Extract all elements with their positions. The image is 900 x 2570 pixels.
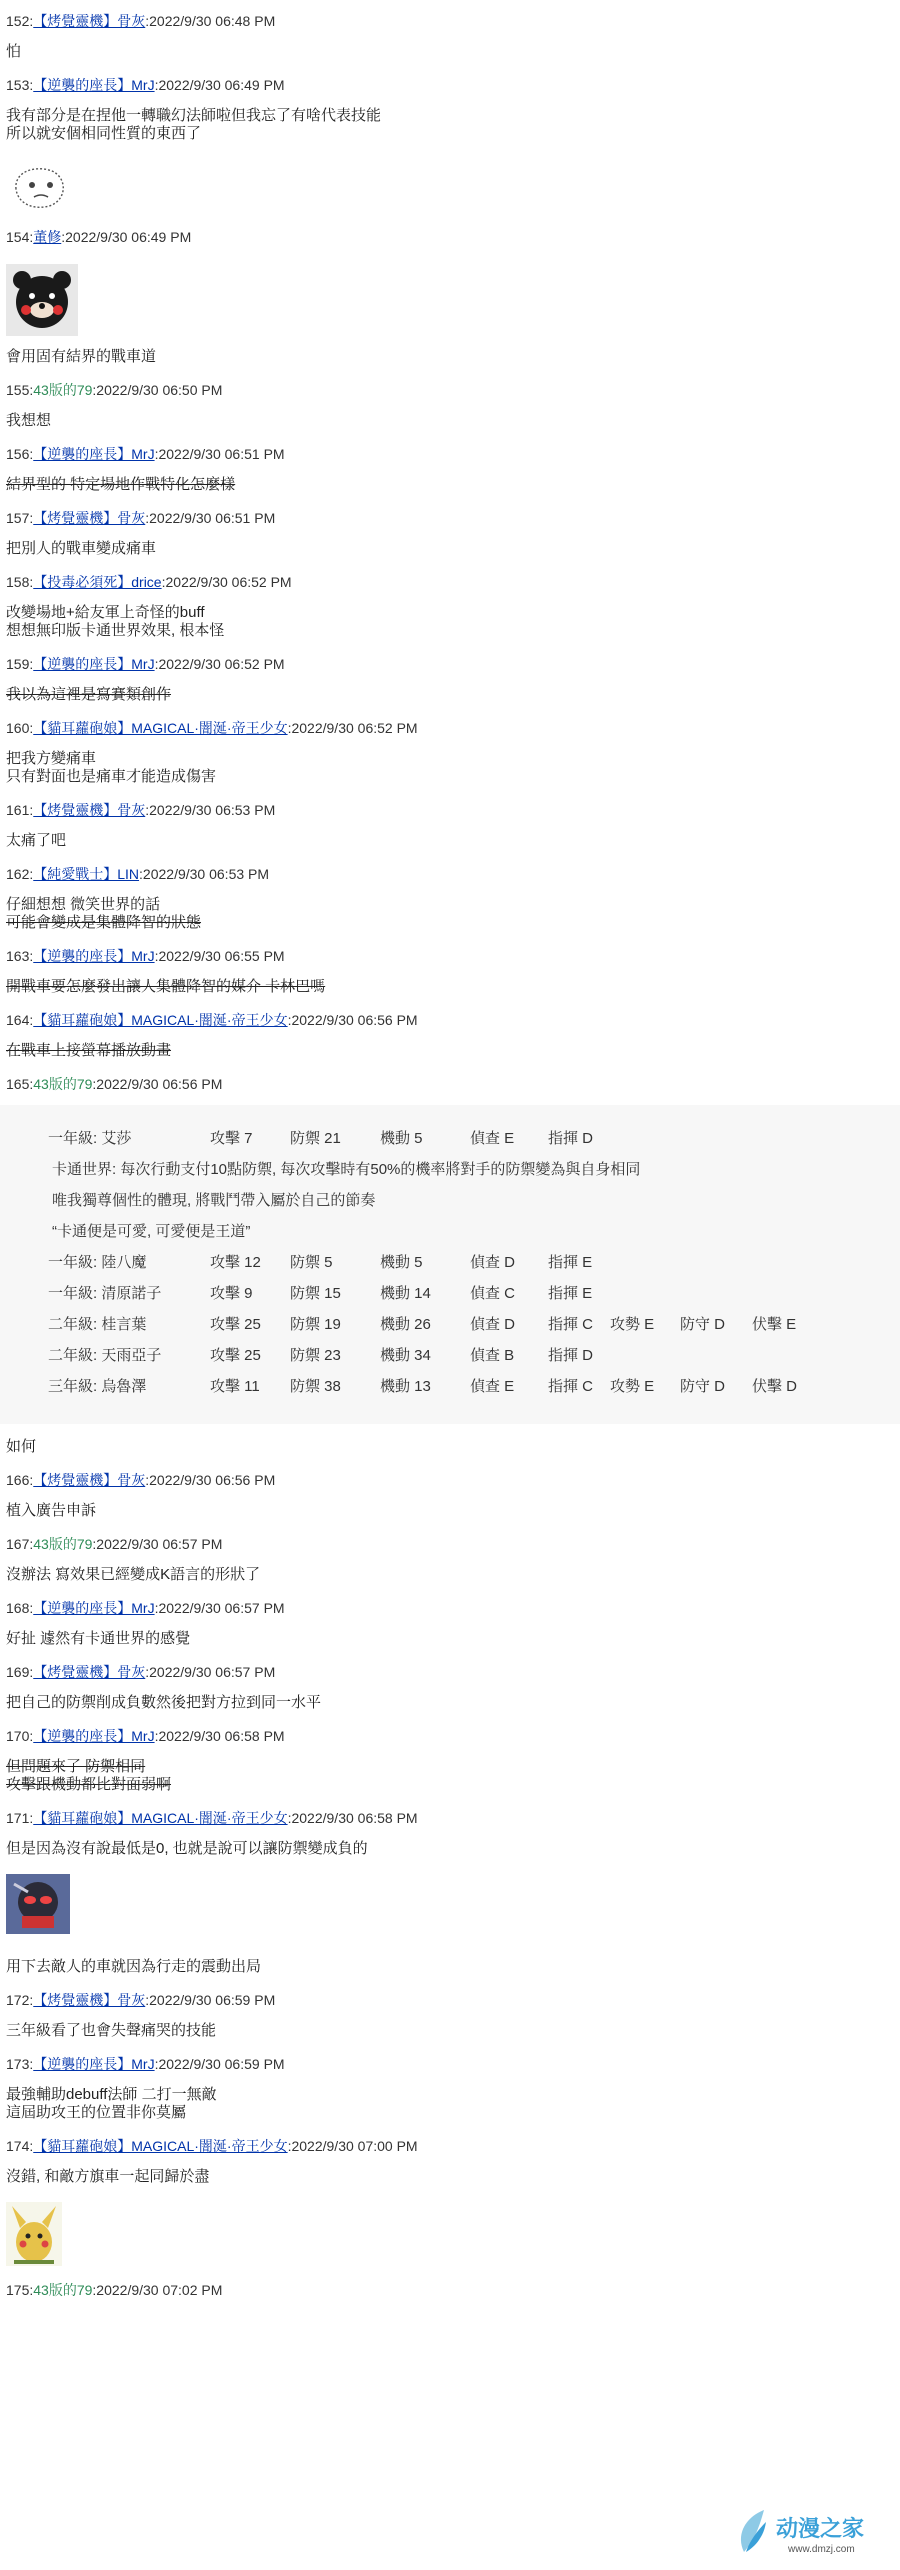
- post-text-line: 仔細想想 微笑世界的話: [6, 896, 161, 913]
- post-body: [6, 593, 886, 653]
- stats-row: [0, 1282, 900, 1305]
- stats-cell: 指揮 E: [548, 1285, 593, 1302]
- stats-cell: 指揮 D: [548, 1130, 594, 1147]
- post-text-line: 最強輔助debuff法師 二打一無敵: [6, 2086, 217, 2103]
- post-body: [6, 1491, 886, 1533]
- post-timestamp: :2022/9/30 06:53 PM: [139, 866, 270, 882]
- post-text-line: 但是因為沒有說最低是0, 也就是說可以讓防禦變成負的: [6, 1840, 368, 1857]
- post-timestamp: :2022/9/30 06:59 PM: [154, 2056, 285, 2072]
- post: [6, 226, 886, 379]
- scribble-face: [6, 149, 886, 213]
- post: [6, 2135, 886, 2279]
- post-number: 171:: [6, 1810, 34, 1826]
- post-body: [6, 1031, 886, 1073]
- stats-cell: 防禦 23: [290, 1347, 341, 1364]
- post-header: [6, 653, 886, 675]
- post-text-line: 會用固有結界的戰車道: [6, 348, 157, 365]
- post-header: [6, 1597, 886, 1619]
- post-timestamp: :2022/9/30 06:53 PM: [145, 802, 276, 818]
- post: [6, 443, 886, 507]
- post-text-line: 攻擊跟機動都比對面弱啊: [6, 1776, 172, 1793]
- post: [6, 1989, 886, 2053]
- post-timestamp: :2022/9/30 06:56 PM: [145, 1472, 276, 1488]
- stats-cell: 偵查 D: [470, 1316, 516, 1333]
- stats-cell: 攻擊 9: [210, 1285, 253, 1302]
- post: [6, 653, 886, 717]
- stats-note: 唯我獨尊個性的體現, 將戰鬥帶入屬於自己的節奏: [52, 1192, 376, 1209]
- stats-cell: 伏擊 D: [752, 1378, 798, 1395]
- post-timestamp: :2022/9/30 06:56 PM: [287, 1012, 418, 1028]
- post-timestamp: :2022/9/30 06:50 PM: [92, 382, 223, 398]
- post-author-link[interactable]: 【貓耳蘿砲娘】MAGICAL·闇涎·帝王少女: [33, 720, 288, 736]
- post-text-line: 植入廣告申訴: [6, 1502, 97, 1519]
- post-header: [6, 226, 886, 248]
- post-header: [6, 2279, 886, 2301]
- post-header: [6, 571, 886, 593]
- post-body: [6, 336, 886, 379]
- post-timestamp: :2022/9/30 06:49 PM: [61, 229, 192, 245]
- post: [6, 799, 886, 863]
- stats-cell: 機動 34: [380, 1347, 431, 1364]
- post-header: [6, 1725, 886, 1747]
- post-timestamp: :2022/9/30 07:02 PM: [92, 2282, 223, 2298]
- post: [6, 1597, 886, 1661]
- stats-cell: 防禦 38: [290, 1378, 341, 1395]
- post-author-link[interactable]: 43版的79: [33, 1536, 93, 1552]
- post-body: [6, 675, 886, 717]
- stats-cell: 攻勢 E: [610, 1316, 655, 1333]
- post-body: [6, 1555, 886, 1597]
- post-author-link[interactable]: 43版的79: [33, 382, 93, 398]
- stats-table: [0, 1105, 900, 1424]
- post: [6, 379, 886, 443]
- post-author-link[interactable]: 【烤覺靈機】骨灰: [33, 13, 146, 29]
- post-number: 155:: [6, 382, 34, 398]
- post-number: 161:: [6, 802, 34, 818]
- stats-cell: 一年級: 清原諾子: [48, 1285, 162, 1302]
- post-header: [6, 1533, 886, 1555]
- post-number: 153:: [6, 77, 34, 93]
- post-header: [6, 2135, 886, 2157]
- post-body: [6, 96, 886, 226]
- post-timestamp: :2022/9/30 06:57 PM: [154, 1600, 285, 1616]
- stats-cell: 防禦 21: [290, 1130, 341, 1147]
- post-timestamp: :2022/9/30 06:57 PM: [145, 1664, 276, 1680]
- post-author-link[interactable]: 【貓耳蘿砲娘】MAGICAL·闇涎·帝王少女: [33, 1012, 288, 1028]
- post-body: [6, 1747, 886, 1807]
- post-timestamp: :2022/9/30 06:59 PM: [145, 1992, 276, 2008]
- stats-cell: 偵查 B: [470, 1347, 515, 1364]
- post-text-line: 把別人的戰車變成痛車: [6, 540, 157, 557]
- post-author-link[interactable]: 【逆襲的座長】MrJ: [33, 948, 155, 964]
- post-timestamp: :2022/9/30 06:52 PM: [287, 720, 418, 736]
- post-number: 158:: [6, 574, 34, 590]
- post-text-line: 如何: [6, 1438, 37, 1455]
- post-text-line: 結界型的 特定場地作戰特化怎麼樣: [6, 476, 236, 493]
- stats-cell: 防禦 5: [290, 1254, 333, 1271]
- post-body: [6, 2075, 886, 2135]
- post-text-line: 把我方變痛車: [6, 750, 97, 767]
- post-number: 159:: [6, 656, 34, 672]
- post: [6, 1725, 886, 1807]
- post-header: [6, 379, 886, 401]
- post-header: [6, 10, 886, 32]
- stats-note: “卡通便是可愛, 可愛便是王道”: [52, 1223, 251, 1240]
- post-author-link[interactable]: 【烤覺靈機】骨灰: [33, 802, 146, 818]
- post-header: [6, 2053, 886, 2075]
- post-number: 170:: [6, 1728, 34, 1744]
- post: [6, 1661, 886, 1725]
- stats-cell: 防禦 15: [290, 1285, 341, 1302]
- stats-cell: 防守 D: [680, 1378, 726, 1395]
- post-text-line: 改變場地+給友軍上奇怪的buff: [6, 604, 205, 621]
- post-text-line: 我以為這裡是寫賽類創作: [6, 686, 172, 703]
- post-author-link[interactable]: 【逆襲的座長】MrJ: [33, 1600, 155, 1616]
- post-number: 175:: [6, 2282, 34, 2298]
- post-body: [6, 885, 886, 945]
- stats-cell: 防禦 19: [290, 1316, 341, 1333]
- stats-cell: 三年級: 烏魯澤: [48, 1378, 147, 1395]
- post-number: 173:: [6, 2056, 34, 2072]
- stats-cell: 攻擊 11: [210, 1378, 260, 1395]
- stats-row: [0, 1127, 900, 1150]
- post-number: 169:: [6, 1664, 34, 1680]
- stats-cell: 機動 14: [380, 1285, 431, 1302]
- post-header: [6, 443, 886, 465]
- stats-row: [0, 1313, 900, 1336]
- post: [6, 2053, 886, 2135]
- post: [6, 74, 886, 226]
- post-body: [6, 1619, 886, 1661]
- post-text-line: 三年級看了也會失聲痛哭的技能: [6, 2022, 217, 2039]
- post-number: 154:: [6, 229, 34, 245]
- stats-cell: 偵查 E: [470, 1130, 515, 1147]
- post-header: [6, 945, 886, 967]
- post-timestamp: :2022/9/30 06:58 PM: [154, 1728, 285, 1744]
- stats-cell: 攻擊 12: [210, 1254, 261, 1271]
- post-header: [6, 799, 886, 821]
- post-header: [6, 863, 886, 885]
- site-watermark: [726, 2504, 886, 2560]
- watermark-url: www.dmzj.com: [788, 2544, 855, 2555]
- stats-cell: 偵查 E: [470, 1378, 515, 1395]
- post-number: 172:: [6, 1992, 34, 2008]
- post-number: 163:: [6, 948, 34, 964]
- post-header: [6, 1807, 886, 1829]
- post-author-link[interactable]: 【逆襲的座長】MrJ: [33, 2056, 155, 2072]
- post: [6, 10, 886, 74]
- post-header: [6, 74, 886, 96]
- stats-cell: 機動 5: [380, 1130, 423, 1147]
- post: [6, 1073, 886, 1469]
- post: [6, 1533, 886, 1597]
- stats-cell: 偵查 C: [470, 1285, 516, 1302]
- robot-avatar: [6, 1864, 886, 1934]
- post-author-link[interactable]: 【烤覺靈機】骨灰: [33, 1472, 146, 1488]
- post-number: 168:: [6, 1600, 34, 1616]
- post-number: 160:: [6, 720, 34, 736]
- post-text-line: 怕: [6, 43, 22, 60]
- post-body: [6, 1829, 886, 1989]
- post: [6, 863, 886, 945]
- post-author-link[interactable]: 【逆襲的座長】MrJ: [33, 656, 155, 672]
- stats-row: [0, 1344, 900, 1367]
- post-text-line: 我有部分是在捏他一轉職幻法師啦但我忘了有啥代表技能: [6, 107, 382, 124]
- post-number: 164:: [6, 1012, 34, 1028]
- post-author-link[interactable]: 43版的79: [33, 2282, 93, 2298]
- post-timestamp: :2022/9/30 07:00 PM: [287, 2138, 418, 2154]
- post-text-line: 在戰車上接螢幕播放動畫: [6, 1042, 172, 1059]
- post: [6, 1009, 886, 1073]
- post-timestamp: :2022/9/30 06:48 PM: [145, 13, 276, 29]
- post-text-line: 所以就安個相同性質的東西了: [6, 125, 202, 142]
- stats-cell: 攻勢 E: [610, 1378, 655, 1395]
- post-text-line: 沒錯, 和敵方旗車一起同歸於盡: [6, 2168, 210, 2185]
- post-author-link[interactable]: 【純愛戰士】LIN: [33, 866, 140, 882]
- post-author-link[interactable]: 【烤覺靈機】骨灰: [33, 1992, 146, 2008]
- post-author-link[interactable]: 43版的79: [33, 1076, 93, 1092]
- post-text-line: 可能會變成是集體降智的狀態: [6, 914, 202, 931]
- pikachu-sticker: [6, 2192, 886, 2266]
- stats-cell: 機動 13: [380, 1378, 431, 1395]
- post-text-line: 只有對面也是痛車才能造成傷害: [6, 768, 217, 785]
- post: [6, 945, 886, 1009]
- post-header: [6, 507, 886, 529]
- post-text-line: 這屆助攻王的位置非你莫屬: [6, 2104, 187, 2121]
- post-header: [6, 1073, 886, 1095]
- post-author-link[interactable]: 【烤覺靈機】骨灰: [33, 510, 146, 526]
- stats-cell: 指揮 C: [548, 1378, 594, 1395]
- post-author-link[interactable]: 【逆襲的座長】MrJ: [33, 1728, 155, 1744]
- post-timestamp: :2022/9/30 06:55 PM: [154, 948, 285, 964]
- stats-cell: 偵查 D: [470, 1254, 516, 1271]
- post-author-link[interactable]: 【逆襲的座長】MrJ: [33, 446, 155, 462]
- post-number: 167:: [6, 1536, 34, 1552]
- post-author-link[interactable]: 【烤覺靈機】骨灰: [33, 1664, 146, 1680]
- post-body: [6, 465, 886, 507]
- post-timestamp: :2022/9/30 06:57 PM: [92, 1536, 223, 1552]
- post-list: [6, 10, 886, 2301]
- post-text-line: 我想想: [6, 412, 52, 429]
- stats-cell: 指揮 D: [548, 1347, 594, 1364]
- post-header: [6, 1989, 886, 2011]
- post: [6, 1469, 886, 1533]
- post-number: 165:: [6, 1076, 34, 1092]
- post-author-link[interactable]: 董修: [33, 229, 62, 245]
- post-text-line: 太痛了吧: [6, 832, 67, 849]
- stats-cell: 二年級: 天雨亞子: [48, 1347, 162, 1364]
- post-timestamp: :2022/9/30 06:51 PM: [154, 446, 285, 462]
- stats-row: [0, 1251, 900, 1274]
- post-number: 157:: [6, 510, 34, 526]
- stats-cell: 機動 5: [380, 1254, 423, 1271]
- post-timestamp: :2022/9/30 06:49 PM: [154, 77, 285, 93]
- stats-cell: 指揮 C: [548, 1316, 594, 1333]
- stats-cell: 攻擊 25: [210, 1347, 261, 1364]
- post-body: [6, 2157, 886, 2279]
- post-number: 152:: [6, 13, 34, 29]
- post-text-line: 想想無印版卡通世界效果, 根本怪: [6, 622, 225, 639]
- post: [6, 2279, 886, 2301]
- post-body: [6, 821, 886, 863]
- post-author-link[interactable]: 【逆襲的座長】MrJ: [33, 77, 155, 93]
- post-number: 174:: [6, 2138, 34, 2154]
- post: [6, 507, 886, 571]
- post-author-link[interactable]: 【投毒必須死】drice: [33, 574, 162, 590]
- post-body: [6, 32, 886, 74]
- post: [6, 717, 886, 799]
- stats-cell: 攻擊 7: [210, 1130, 253, 1147]
- post-author-link[interactable]: 【貓耳蘿砲娘】MAGICAL·闇涎·帝王少女: [33, 2138, 288, 2154]
- stats-cell: 攻擊 25: [210, 1316, 261, 1333]
- post-text-line: 把自己的防禦削成負數然後把對方拉到同一水平: [6, 1694, 322, 1711]
- stats-cell: 一年級: 陸八魔: [48, 1254, 147, 1271]
- post-header: [6, 1469, 886, 1491]
- stats-cell: 機動 26: [380, 1316, 431, 1333]
- stats-cell: 伏擊 E: [752, 1316, 797, 1333]
- post-header: [6, 1661, 886, 1683]
- post-timestamp: :2022/9/30 06:52 PM: [161, 574, 292, 590]
- stats-note: 卡通世界: 每次行動支付10點防禦, 每次攻擊時有50%的機率將對手的防禦變為與自身相同: [52, 1161, 641, 1178]
- post-timestamp: :2022/9/30 06:51 PM: [145, 510, 276, 526]
- post-timestamp: :2022/9/30 06:52 PM: [154, 656, 285, 672]
- post-body: [6, 401, 886, 443]
- post-number: 162:: [6, 866, 34, 882]
- post-text-line: 開戰車要怎麼發出讓人集體降智的媒介 卡林巴嗎: [6, 978, 326, 995]
- post-text-line: 好扯 遽然有卡通世界的感覺: [6, 1630, 191, 1647]
- stats-cell: 一年級: 艾莎: [48, 1130, 132, 1147]
- post-body: [6, 967, 886, 1009]
- stats-row: [0, 1375, 900, 1398]
- post-body: [6, 739, 886, 799]
- post: [6, 1807, 886, 1989]
- post-number: 166:: [6, 1472, 34, 1488]
- post-body: [6, 1438, 886, 1469]
- post-author-link[interactable]: 【貓耳蘿砲娘】MAGICAL·闇涎·帝王少女: [33, 1810, 288, 1826]
- post-body: [6, 1683, 886, 1725]
- post-number: 156:: [6, 446, 34, 462]
- post-body: [6, 2011, 886, 2053]
- post: [6, 571, 886, 653]
- post-text-line: 但問題來了 防禦相同: [6, 1758, 146, 1775]
- post-body: [6, 529, 886, 571]
- post-timestamp: :2022/9/30 06:58 PM: [287, 1810, 418, 1826]
- post-text-line: 沒辦法 寫效果已經變成K語言的形狀了: [6, 1566, 261, 1583]
- feather-logo-icon: [726, 2504, 886, 2560]
- watermark-brand: 动漫之家: [776, 2516, 865, 2541]
- post-header: [6, 1009, 886, 1031]
- post-header: [6, 717, 886, 739]
- stats-cell: 二年級: 桂言葉: [48, 1316, 147, 1333]
- post-text-line: 用下去敵人的車就因為行走的震動出局: [6, 1958, 262, 1975]
- stats-cell: 防守 D: [680, 1316, 726, 1333]
- stats-cell: 指揮 E: [548, 1254, 593, 1271]
- post-timestamp: :2022/9/30 06:56 PM: [92, 1076, 223, 1092]
- bear-avatar: [6, 254, 886, 336]
